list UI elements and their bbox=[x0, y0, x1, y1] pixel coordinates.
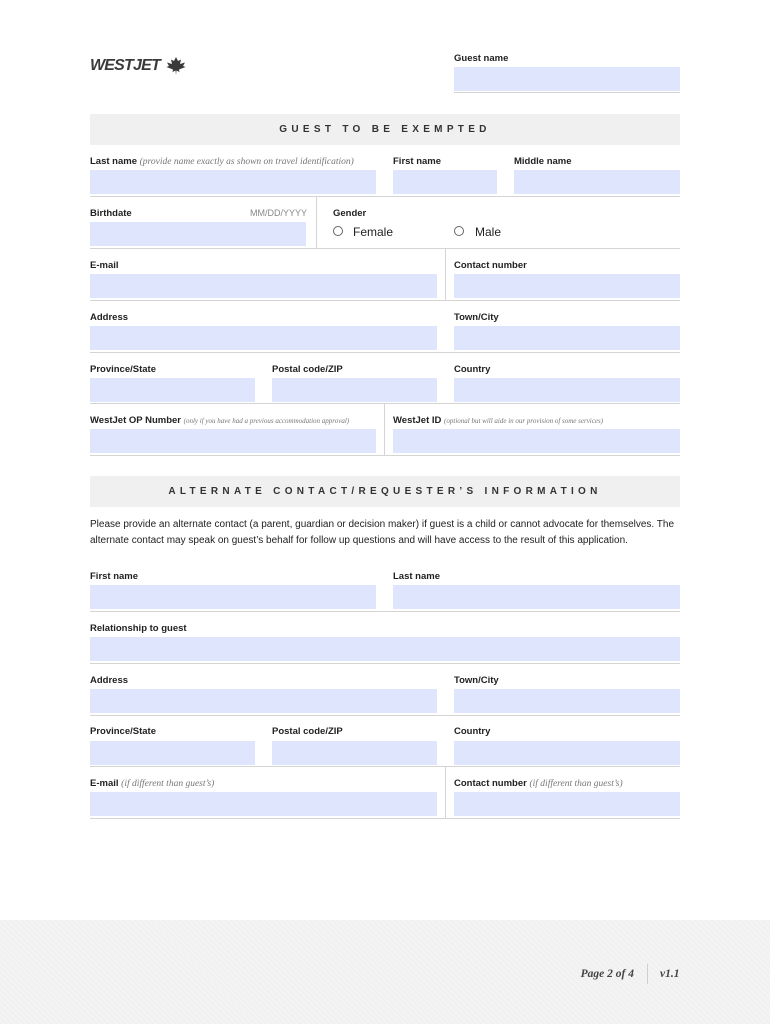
first-name-label: First name bbox=[393, 156, 442, 167]
alt-town-field[interactable] bbox=[454, 689, 680, 713]
gender-male-label: Male bbox=[475, 225, 502, 239]
label-text: WestJet ID bbox=[393, 415, 442, 426]
first-name-field[interactable] bbox=[393, 170, 497, 194]
alt-last-name-label: Last name bbox=[393, 571, 440, 582]
town-label: Town/City bbox=[454, 312, 499, 323]
maple-leaf-icon bbox=[166, 57, 186, 75]
alt-address-field[interactable] bbox=[90, 689, 437, 713]
guest-name-field[interactable] bbox=[454, 67, 680, 91]
divider bbox=[90, 300, 680, 301]
alt-first-name-label: First name bbox=[90, 571, 139, 582]
province-field[interactable] bbox=[90, 378, 255, 402]
middle-name-field[interactable] bbox=[514, 170, 680, 194]
divider bbox=[316, 196, 317, 248]
country-label: Country bbox=[454, 364, 491, 375]
divider bbox=[90, 352, 680, 353]
divider bbox=[90, 818, 680, 819]
email-label: E-mail bbox=[90, 260, 119, 271]
label-text: Contact number bbox=[454, 778, 527, 789]
divider bbox=[384, 403, 385, 455]
last-name-label bbox=[90, 156, 354, 167]
label-text: Last name bbox=[90, 156, 137, 167]
alternate-contact-instructions: Please provide an alternate contact (a parent, guardian or decision maker) if guest is a child or cannot advocate for themselves. The alternate contact may speak on guest’s behalf for follow up questions and will have access to the result of this application. bbox=[90, 519, 675, 546]
relationship-field[interactable] bbox=[90, 637, 680, 661]
alt-town-label: Town/City bbox=[454, 675, 499, 686]
alt-province-field[interactable] bbox=[90, 741, 255, 765]
postal-label: Postal code/ZIP bbox=[272, 364, 343, 375]
logo-text: WESTJET bbox=[90, 57, 160, 74]
alt-email-label bbox=[90, 778, 214, 789]
label-note: (if different than guest’s) bbox=[121, 779, 215, 789]
email-field[interactable] bbox=[90, 274, 437, 298]
label-note: (optional but will aide in our provision of some services) bbox=[444, 417, 604, 425]
op-number-field[interactable] bbox=[90, 429, 376, 453]
gender-female-radio[interactable] bbox=[333, 226, 343, 236]
contact-number-label: Contact number bbox=[454, 260, 527, 271]
town-field[interactable] bbox=[454, 326, 680, 350]
label-note: (if different than guest’s) bbox=[529, 779, 623, 789]
westjet-id-label bbox=[393, 415, 603, 426]
divider bbox=[90, 248, 680, 249]
gender-female-label: Female bbox=[353, 225, 394, 239]
middle-name-label: Middle name bbox=[514, 156, 572, 167]
divider bbox=[90, 611, 680, 612]
section-title: GUEST TO BE EXEMPTED bbox=[279, 124, 491, 135]
address-field[interactable] bbox=[90, 326, 437, 350]
label-note: (provide name exactly as shown on travel identification) bbox=[139, 157, 354, 167]
divider bbox=[445, 766, 446, 818]
page-number: Page 2 of 4 bbox=[580, 968, 634, 980]
relationship-label: Relationship to guest bbox=[90, 623, 187, 634]
alt-postal-label: Postal code/ZIP bbox=[272, 726, 343, 737]
birthdate-field[interactable] bbox=[90, 222, 306, 246]
birthdate-hint: MM/DD/YYYY bbox=[250, 208, 308, 218]
op-number-label bbox=[90, 415, 349, 426]
alt-contact-field[interactable] bbox=[454, 792, 680, 816]
alt-email-field[interactable] bbox=[90, 792, 437, 816]
guest-name-label: Guest name bbox=[454, 53, 509, 64]
address-label: Address bbox=[90, 312, 129, 323]
section-alternate-header bbox=[90, 476, 680, 507]
alt-contact-label bbox=[454, 778, 623, 789]
divider bbox=[90, 455, 680, 456]
westjet-logo bbox=[90, 56, 190, 78]
divider bbox=[445, 248, 446, 300]
country-field[interactable] bbox=[454, 378, 680, 402]
label-text: E-mail bbox=[90, 778, 119, 789]
alt-first-name-field[interactable] bbox=[90, 585, 376, 609]
divider bbox=[454, 92, 680, 93]
alt-postal-field[interactable] bbox=[272, 741, 437, 765]
alt-country-label: Country bbox=[454, 726, 491, 737]
last-name-field[interactable] bbox=[90, 170, 376, 194]
divider bbox=[647, 964, 648, 984]
label-note: (only if you have had a previous accommodation approval) bbox=[183, 417, 350, 425]
divider bbox=[90, 715, 680, 716]
divider bbox=[90, 663, 680, 664]
version-label: v1.1 bbox=[660, 968, 680, 980]
alt-country-field[interactable] bbox=[454, 741, 680, 765]
alt-province-label: Province/State bbox=[90, 726, 156, 737]
postal-field[interactable] bbox=[272, 378, 437, 402]
alt-address-label: Address bbox=[90, 675, 129, 686]
divider bbox=[90, 403, 680, 404]
section-guest-header bbox=[90, 114, 680, 145]
westjet-id-field[interactable] bbox=[393, 429, 680, 453]
divider bbox=[90, 196, 680, 197]
birthdate-label: Birthdate bbox=[90, 208, 132, 219]
section-title: ALTERNATE CONTACT/REQUESTER’S INFORMATION bbox=[168, 486, 602, 497]
gender-male-radio[interactable] bbox=[454, 226, 464, 236]
contact-number-field[interactable] bbox=[454, 274, 680, 298]
province-label: Province/State bbox=[90, 364, 156, 375]
alt-last-name-field[interactable] bbox=[393, 585, 680, 609]
gender-label: Gender bbox=[333, 208, 367, 219]
page-footer bbox=[0, 920, 770, 1024]
label-text: WestJet OP Number bbox=[90, 415, 181, 426]
divider bbox=[90, 766, 680, 767]
